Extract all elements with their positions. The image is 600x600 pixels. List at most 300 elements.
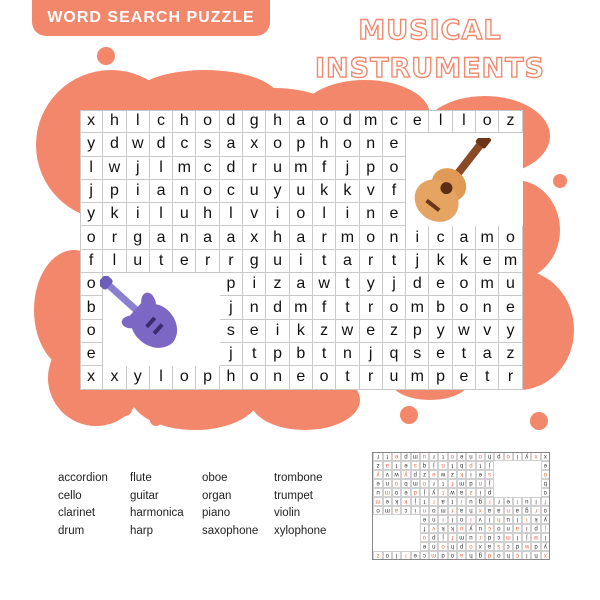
solution-cell: m xyxy=(383,506,392,515)
grid-cell[interactable]: z xyxy=(266,273,289,296)
grid-cell[interactable]: l xyxy=(103,250,126,273)
grid-cell[interactable]: h xyxy=(196,203,219,226)
grid-cell[interactable]: o xyxy=(243,366,266,389)
grid-cell[interactable]: j xyxy=(127,157,150,180)
grid-cell[interactable]: q xyxy=(383,343,406,366)
word-list-item: cello xyxy=(58,489,82,502)
grid-cell[interactable]: u xyxy=(127,250,150,273)
word-list-item: violin xyxy=(274,507,301,519)
grid-cell[interactable]: r xyxy=(360,296,383,319)
grid-cell[interactable]: e xyxy=(290,366,313,389)
solution-cell: r xyxy=(429,497,438,506)
solution-cell: j xyxy=(438,533,447,542)
solution-cell: a xyxy=(513,524,522,533)
grid-cell[interactable]: d xyxy=(336,110,359,133)
grid-cell[interactable]: h xyxy=(173,110,196,133)
grid-cell[interactable]: w xyxy=(313,273,336,296)
grid-cell[interactable]: e xyxy=(80,343,103,366)
grid-cell[interactable]: d xyxy=(266,296,289,319)
grid-cell[interactable]: o xyxy=(313,110,336,133)
grid-cell[interactable]: f xyxy=(313,157,336,180)
grid-cell[interactable]: u xyxy=(173,203,196,226)
solution-cell: t xyxy=(476,461,485,470)
solution-cell: l xyxy=(485,515,494,524)
grid-cell[interactable]: e xyxy=(383,203,406,226)
grid-cell[interactable]: y xyxy=(429,320,452,343)
solution-cell: s xyxy=(485,470,494,479)
grid-cell[interactable]: g xyxy=(127,226,150,249)
grid-cell[interactable]: o xyxy=(383,157,406,180)
grid-cell[interactable]: k xyxy=(336,180,359,203)
solution-cell: s xyxy=(411,461,420,470)
solution-cell: j xyxy=(411,497,420,506)
grid-cell xyxy=(196,320,219,343)
solution-cell: h xyxy=(466,551,475,560)
solution-cell: q xyxy=(420,461,429,470)
grid-cell[interactable]: j xyxy=(220,343,243,366)
grid-cell[interactable]: n xyxy=(476,296,499,319)
grid-cell[interactable]: a xyxy=(220,226,243,249)
solution-cell: v xyxy=(383,470,392,479)
solution-cell: z xyxy=(373,461,382,470)
grid-cell[interactable]: l xyxy=(220,203,243,226)
grid-cell[interactable]: j xyxy=(406,250,429,273)
grid-cell[interactable]: m xyxy=(476,273,499,296)
grid-cell[interactable]: u xyxy=(266,157,289,180)
solution-cell: v xyxy=(476,515,485,524)
grid-cell[interactable]: n xyxy=(266,366,289,389)
grid-cell[interactable]: t xyxy=(453,343,476,366)
grid-cell xyxy=(196,343,219,366)
grid-cell[interactable]: c xyxy=(196,157,219,180)
grid-cell[interactable]: n xyxy=(243,296,266,319)
solution-cell: k xyxy=(457,470,466,479)
grid-cell[interactable]: t xyxy=(336,273,359,296)
solution-cell: x xyxy=(476,542,485,551)
grid-cell[interactable]: d xyxy=(150,133,173,156)
grid-cell[interactable]: y xyxy=(266,180,289,203)
grid-cell[interactable]: u xyxy=(266,250,289,273)
grid-cell[interactable]: h xyxy=(313,133,336,156)
solution-cell: m xyxy=(457,533,466,542)
grid-cell[interactable]: n xyxy=(360,203,383,226)
grid-cell[interactable]: p xyxy=(266,343,289,366)
grid-cell[interactable]: i xyxy=(127,180,150,203)
grid-cell[interactable]: i xyxy=(290,250,313,273)
grid-cell[interactable]: a xyxy=(476,343,499,366)
grid-cell[interactable]: w xyxy=(336,320,359,343)
grid-cell[interactable]: t xyxy=(336,296,359,319)
grid-cell[interactable]: e xyxy=(499,296,522,319)
solution-cell: b xyxy=(457,461,466,470)
grid-cell[interactable]: c xyxy=(150,110,173,133)
grid-cell[interactable]: a xyxy=(196,226,219,249)
solution-cell: j xyxy=(541,524,550,533)
grid-cell[interactable]: n xyxy=(173,180,196,203)
grid-cell[interactable]: x xyxy=(243,133,266,156)
grid-cell[interactable]: t xyxy=(383,250,406,273)
word-list-item: piano xyxy=(202,507,231,519)
solution-cell: a xyxy=(383,461,392,470)
grid-cell[interactable]: a xyxy=(150,226,173,249)
solution-cell: r xyxy=(494,497,503,506)
solution-cell: o xyxy=(420,479,429,488)
solution-cell: o xyxy=(392,488,401,497)
grid-cell[interactable]: o xyxy=(453,273,476,296)
grid-cell[interactable]: r xyxy=(360,250,383,273)
solution-cell: n xyxy=(429,542,438,551)
grid-cell[interactable]: m xyxy=(360,110,383,133)
solution-cell: o xyxy=(541,506,550,515)
grid-cell[interactable]: k xyxy=(290,320,313,343)
solution-cell: e xyxy=(420,515,429,524)
grid-cell[interactable]: a xyxy=(290,273,313,296)
grid-cell[interactable]: x xyxy=(80,110,103,133)
grid-cell[interactable]: h xyxy=(266,110,289,133)
word-list-item: drum xyxy=(58,524,85,537)
word-list-item: accordion xyxy=(58,472,108,484)
grid-cell[interactable]: l xyxy=(127,110,150,133)
grid-cell[interactable]: s xyxy=(220,320,243,343)
grid-cell[interactable]: g xyxy=(243,250,266,273)
word-list-item: clarinet xyxy=(58,507,96,519)
grid-cell[interactable]: h xyxy=(220,366,243,389)
grid-cell[interactable]: k xyxy=(429,250,452,273)
grid-cell[interactable]: y xyxy=(127,366,150,389)
grid-cell[interactable]: o xyxy=(196,180,219,203)
grid-cell[interactable]: m xyxy=(173,157,196,180)
grid-cell[interactable]: j xyxy=(336,157,359,180)
grid-cell[interactable]: z xyxy=(499,343,522,366)
grid-cell[interactable]: r xyxy=(243,157,266,180)
grid-cell[interactable]: o xyxy=(266,133,289,156)
grid-cell[interactable]: c xyxy=(383,110,406,133)
solution-cell: o xyxy=(420,533,429,542)
puzzle-banner: WORD SEARCH PUZZLE xyxy=(32,0,270,36)
grid-cell[interactable]: a xyxy=(290,226,313,249)
solution-cell: p xyxy=(466,461,475,470)
solution-cell: x xyxy=(476,506,485,515)
word-list-item: saxophone xyxy=(202,524,259,537)
grid-cell[interactable]: b xyxy=(290,343,313,366)
word-list-item: oboe xyxy=(202,472,228,484)
solution-cell: k xyxy=(448,524,457,533)
grid-cell[interactable]: k xyxy=(313,180,336,203)
solution-cell: g xyxy=(476,551,485,560)
solution-cell: c xyxy=(401,506,410,515)
solution-cell: h xyxy=(466,506,475,515)
grid-cell[interactable]: y xyxy=(80,203,103,226)
solution-cell: k xyxy=(401,497,410,506)
grid-cell[interactable]: r xyxy=(220,250,243,273)
grid-cell[interactable]: j xyxy=(383,273,406,296)
solution-cell: y xyxy=(373,470,382,479)
solution-cell: m xyxy=(429,551,438,560)
solution-cell: j xyxy=(429,461,438,470)
solution-cell: e xyxy=(383,497,392,506)
grid-cell[interactable]: j xyxy=(220,296,243,319)
solution-cell: y xyxy=(522,452,531,461)
grid-cell[interactable]: v xyxy=(476,320,499,343)
solution-cell: m xyxy=(411,479,420,488)
grid-cell[interactable]: p xyxy=(196,366,219,389)
solution-cell: o xyxy=(476,452,485,461)
grid-cell[interactable]: u xyxy=(499,273,522,296)
grid-cell[interactable]: d xyxy=(406,273,429,296)
grid-cell[interactable]: m xyxy=(406,296,429,319)
grid-cell[interactable]: m xyxy=(336,226,359,249)
solution-cell: z xyxy=(448,470,457,479)
solution-cell: r xyxy=(476,533,485,542)
grid-cell[interactable]: e xyxy=(383,133,406,156)
solution-cell: j xyxy=(420,488,429,497)
grid-cell[interactable]: r xyxy=(103,226,126,249)
solution-cell: r xyxy=(429,479,438,488)
word-list-item: harp xyxy=(130,524,154,537)
solution-cell: k xyxy=(438,524,447,533)
word-list-item: organ xyxy=(202,489,232,502)
grid-cell[interactable]: y xyxy=(360,273,383,296)
grid-cell[interactable]: p xyxy=(429,366,452,389)
grid-cell[interactable]: m xyxy=(476,226,499,249)
grid-cell[interactable]: k xyxy=(103,203,126,226)
solution-cell: e xyxy=(504,497,513,506)
grid-cell[interactable]: o xyxy=(476,110,499,133)
solution-cell: a xyxy=(513,506,522,515)
solution-cell: n xyxy=(504,506,513,515)
grid-cell[interactable]: u xyxy=(290,180,313,203)
grid-cell[interactable]: e xyxy=(243,320,266,343)
solution-cell: p xyxy=(411,470,420,479)
grid-cell[interactable]: r xyxy=(313,226,336,249)
grid-cell[interactable]: g xyxy=(243,110,266,133)
grid-cell[interactable]: v xyxy=(360,180,383,203)
solution-cell: d xyxy=(411,488,420,497)
grid-cell[interactable]: v xyxy=(243,203,266,226)
grid-cell[interactable]: z xyxy=(383,320,406,343)
grid-cell[interactable]: t xyxy=(476,366,499,389)
solution-cell: p xyxy=(457,542,466,551)
grid-cell[interactable]: p xyxy=(360,157,383,180)
grid-cell[interactable]: p xyxy=(103,180,126,203)
grid-cell[interactable]: e xyxy=(406,110,429,133)
grid-cell[interactable]: b xyxy=(429,296,452,319)
grid-cell[interactable]: s xyxy=(196,133,219,156)
grid-cell[interactable]: c xyxy=(429,226,452,249)
solution-cell: u xyxy=(504,515,513,524)
solution-cell: d xyxy=(531,542,540,551)
grid-cell[interactable]: w xyxy=(453,320,476,343)
solution-cell: t xyxy=(438,488,447,497)
grid-cell[interactable]: p xyxy=(406,320,429,343)
grid-cell[interactable]: o xyxy=(80,226,103,249)
solution-cell: p xyxy=(494,452,503,461)
grid-cell[interactable]: l xyxy=(429,110,452,133)
grid-cell[interactable]: o xyxy=(290,203,313,226)
solution-cell: o xyxy=(494,524,503,533)
solution-cell: y xyxy=(429,488,438,497)
grid-cell[interactable]: n xyxy=(173,226,196,249)
grid-cell[interactable]: w xyxy=(103,157,126,180)
solution-cell: a xyxy=(457,506,466,515)
grid-cell[interactable]: j xyxy=(80,180,103,203)
grid-cell[interactable]: m xyxy=(290,157,313,180)
grid-cell[interactable]: o xyxy=(173,366,196,389)
solution-cell: x xyxy=(531,452,540,461)
grid-cell[interactable]: o xyxy=(313,366,336,389)
solution-cell: w xyxy=(438,470,447,479)
grid-cell[interactable]: k xyxy=(453,250,476,273)
grid-cell[interactable]: l xyxy=(453,110,476,133)
grid-cell[interactable]: h xyxy=(103,110,126,133)
grid-cell[interactable]: o xyxy=(336,133,359,156)
grid-cell[interactable]: l xyxy=(313,203,336,226)
grid-cell[interactable]: l xyxy=(80,157,103,180)
grid-cell[interactable]: x xyxy=(80,366,103,389)
solution-cell: m xyxy=(504,533,513,542)
grid-cell[interactable]: n xyxy=(360,133,383,156)
grid-cell[interactable]: x xyxy=(243,226,266,249)
grid-cell[interactable]: m xyxy=(290,296,313,319)
grid-cell[interactable]: d xyxy=(103,133,126,156)
grid-cell[interactable]: o xyxy=(383,296,406,319)
solution-cell: w xyxy=(531,533,540,542)
solution-cell: a xyxy=(392,506,401,515)
grid-cell[interactable]: z xyxy=(313,320,336,343)
grid-cell[interactable]: c xyxy=(220,180,243,203)
grid-cell[interactable]: a xyxy=(453,226,476,249)
solution-cell: i xyxy=(522,524,531,533)
grid-cell xyxy=(196,296,219,319)
grid-cell[interactable]: p xyxy=(220,273,243,296)
grid-cell[interactable]: f xyxy=(80,250,103,273)
grid-cell[interactable]: d xyxy=(220,157,243,180)
grid-cell[interactable]: n xyxy=(383,226,406,249)
grid-cell[interactable]: y xyxy=(499,320,522,343)
solution-cell: e xyxy=(541,461,550,470)
grid-cell[interactable]: o xyxy=(499,226,522,249)
solution-cell: a xyxy=(457,488,466,497)
solution-cell: y xyxy=(466,524,475,533)
grid-cell[interactable]: f xyxy=(313,296,336,319)
grid-cell[interactable]: u xyxy=(383,366,406,389)
grid-cell[interactable]: u xyxy=(243,180,266,203)
grid-cell[interactable]: p xyxy=(290,133,313,156)
grid-cell[interactable]: l xyxy=(150,366,173,389)
grid-cell[interactable]: t xyxy=(243,343,266,366)
grid-cell[interactable]: a xyxy=(150,180,173,203)
grid-cell[interactable]: n xyxy=(336,343,359,366)
solution-cell: d xyxy=(438,551,447,560)
grid-cell[interactable]: i xyxy=(127,203,150,226)
grid-cell[interactable]: t xyxy=(150,250,173,273)
solution-cell: y xyxy=(541,515,550,524)
solution-cell: t xyxy=(438,479,447,488)
solution-cell: d xyxy=(485,533,494,542)
grid-cell[interactable]: o xyxy=(453,296,476,319)
grid-cell[interactable]: s xyxy=(406,343,429,366)
grid-cell[interactable]: w xyxy=(127,133,150,156)
grid-cell[interactable]: e xyxy=(429,343,452,366)
grid-cell[interactable]: t xyxy=(313,250,336,273)
grid-cell[interactable]: y xyxy=(80,133,103,156)
solution-cell: h xyxy=(531,551,540,560)
grid-cell[interactable]: a xyxy=(290,110,313,133)
grid-cell[interactable]: i xyxy=(266,320,289,343)
word-list-item: guitar xyxy=(130,489,159,502)
solution-cell: i xyxy=(457,497,466,506)
solution-cell: g xyxy=(476,497,485,506)
grid-cell[interactable]: o xyxy=(196,110,219,133)
grid-cell[interactable]: d xyxy=(220,110,243,133)
grid-cell[interactable]: c xyxy=(173,133,196,156)
solution-cell: a xyxy=(494,506,503,515)
grid-cell[interactable]: i xyxy=(336,203,359,226)
grid-cell[interactable]: o xyxy=(80,320,103,343)
solution-cell: c xyxy=(504,542,513,551)
acoustic-guitar-icon xyxy=(404,138,500,224)
grid-cell[interactable]: j xyxy=(360,343,383,366)
solution-cell: c xyxy=(420,551,429,560)
solution-cell: o xyxy=(541,470,550,479)
grid-cell[interactable]: a xyxy=(220,133,243,156)
grid-cell[interactable]: r xyxy=(360,366,383,389)
solution-cell: p xyxy=(485,488,494,497)
grid-cell[interactable]: b xyxy=(80,296,103,319)
solution-cell: t xyxy=(448,461,457,470)
grid-cell[interactable]: e xyxy=(173,250,196,273)
grid-cell[interactable]: m xyxy=(499,250,522,273)
solution-cell: o xyxy=(448,452,457,461)
solution-cell: l xyxy=(448,515,457,524)
solution-cell: u xyxy=(466,497,475,506)
grid-cell[interactable]: e xyxy=(360,320,383,343)
grid-cell[interactable]: z xyxy=(499,110,522,133)
solution-cell: j xyxy=(485,479,494,488)
grid-cell[interactable]: i xyxy=(243,273,266,296)
solution-cell: c xyxy=(494,533,503,542)
solution-cell: x xyxy=(541,452,550,461)
solution-cell: w xyxy=(448,488,457,497)
grid-cell[interactable]: o xyxy=(80,273,103,296)
grid-cell[interactable]: r xyxy=(196,250,219,273)
solution-cell: f xyxy=(448,533,457,542)
solution-cell: o xyxy=(541,488,550,497)
grid-cell[interactable]: r xyxy=(499,366,522,389)
solution-cell: e xyxy=(401,461,410,470)
solution-cell: u xyxy=(457,524,466,533)
solution-cell: e xyxy=(401,488,410,497)
grid-cell[interactable]: i xyxy=(406,226,429,249)
grid-cell[interactable]: m xyxy=(406,366,429,389)
grid-cell[interactable]: o xyxy=(360,226,383,249)
grid-cell[interactable]: f xyxy=(383,180,406,203)
grid-cell[interactable]: x xyxy=(103,366,126,389)
solution-cell: r xyxy=(373,452,382,461)
grid-cell[interactable]: e xyxy=(476,250,499,273)
grid-cell[interactable]: l xyxy=(150,203,173,226)
grid-cell[interactable]: i xyxy=(266,203,289,226)
solution-cell: e xyxy=(429,470,438,479)
grid-cell[interactable]: h xyxy=(266,226,289,249)
grid-cell[interactable]: t xyxy=(313,343,336,366)
grid-cell[interactable]: e xyxy=(429,273,452,296)
grid-cell[interactable]: a xyxy=(336,250,359,273)
solution-cell: e xyxy=(411,551,420,560)
grid-cell[interactable]: e xyxy=(453,366,476,389)
grid-cell[interactable]: t xyxy=(336,366,359,389)
grid-cell[interactable]: l xyxy=(150,157,173,180)
